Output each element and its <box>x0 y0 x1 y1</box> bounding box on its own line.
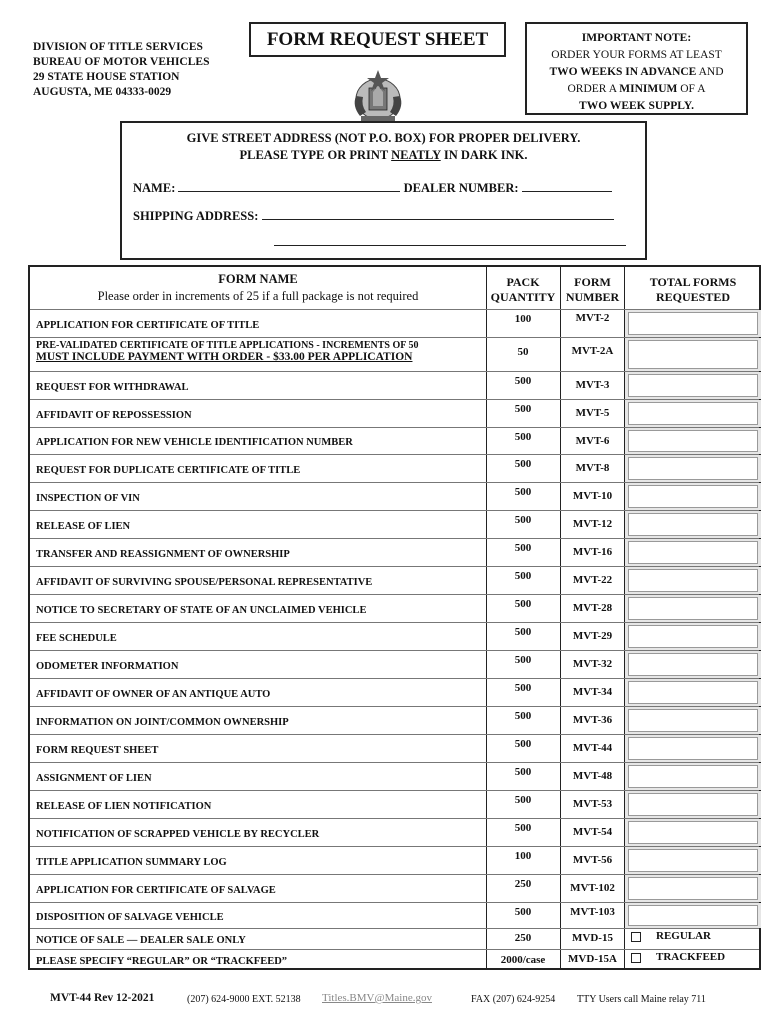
name-label: NAME: <box>133 181 176 195</box>
form-name: RELEASE OF LIEN NOTIFICATION <box>36 800 212 812</box>
note-heading: IMPORTANT NOTE: <box>581 32 692 44</box>
form-name: INFORMATION ON JOINT/COMMON OWNERSHIP <box>36 716 289 728</box>
pack-quantity: 500 <box>514 486 532 498</box>
form-number: MVT-54 <box>572 826 613 838</box>
form-name: AFFIDAVIT OF OWNER OF AN ANTIQUE AUTO <box>36 688 271 700</box>
total-forms-input[interactable] <box>628 877 758 900</box>
note-line: TWO WEEK SUPPLY. <box>579 100 694 112</box>
total-forms-input[interactable] <box>628 737 758 760</box>
address-row-2 <box>274 233 626 250</box>
form-number: MVT-48 <box>572 770 613 782</box>
total-forms-input[interactable] <box>628 340 758 369</box>
total-forms-input[interactable] <box>628 457 758 480</box>
dealer-number-field[interactable] <box>522 179 612 192</box>
pack-quantity: 100 <box>514 313 532 325</box>
row-divider <box>30 928 759 929</box>
pack-quantity: 500 <box>514 626 532 638</box>
form-name: APPLICATION FOR CERTIFICATE OF TITLE <box>36 319 260 331</box>
total-forms-input[interactable] <box>628 765 758 788</box>
header-form-name-subtitle: Please order in increments of 25 if a full package is not required <box>97 289 419 303</box>
header-total-line: REQUESTED <box>655 290 731 304</box>
total-forms-input[interactable] <box>628 597 758 620</box>
regular-checkbox[interactable] <box>631 932 641 942</box>
pack-quantity: 500 <box>514 375 532 387</box>
pack-quantity: 500 <box>514 403 532 415</box>
form-number: MVT-29 <box>572 630 613 642</box>
form-number: MVT-2 <box>575 312 610 324</box>
form-name: FORM REQUEST SHEET <box>36 744 159 756</box>
pack-quantity: 2000/case <box>500 954 546 966</box>
header-pack-line: QUANTITY <box>490 290 556 304</box>
form-name: AFFIDAVIT OF SURVIVING SPOUSE/PERSONAL REPRESENTATIVE <box>36 576 373 588</box>
pack-quantity: 500 <box>514 906 532 918</box>
form-number: MVT-8 <box>575 462 610 474</box>
form-number: MVT-28 <box>572 602 613 614</box>
total-forms-input[interactable] <box>628 653 758 676</box>
pack-quantity: 500 <box>514 682 532 694</box>
form-number: MVT-34 <box>572 686 613 698</box>
print-instruction <box>122 148 645 163</box>
form-number: MVT-3 <box>575 379 610 391</box>
form-name-note: MUST INCLUDE PAYMENT WITH ORDER - $33.00 PER APPLICATION <box>36 351 413 363</box>
form-number: MVD-15 <box>572 932 613 944</box>
total-forms-input[interactable] <box>628 569 758 592</box>
form-number: MVT-22 <box>572 574 613 586</box>
note-line <box>527 64 746 81</box>
form-name: RELEASE OF LIEN <box>36 520 131 532</box>
total-forms-input[interactable] <box>628 485 758 508</box>
note-text: OF A <box>677 83 706 95</box>
page-title: FORM REQUEST SHEET <box>249 22 506 57</box>
shipping-address-field[interactable] <box>262 207 614 220</box>
total-forms-input[interactable] <box>628 430 758 452</box>
form-name: FEE SCHEDULE <box>36 632 117 644</box>
division-address <box>33 40 209 100</box>
form-number: MVT-53 <box>572 798 613 810</box>
pack-quantity: 500 <box>514 542 532 554</box>
header-form-number <box>561 275 624 305</box>
shipping-instruction: GIVE STREET ADDRESS (NOT P.O. BOX) FOR PROPER DELIVERY. <box>186 131 581 145</box>
form-number: MVT-103 <box>570 906 615 918</box>
name-field[interactable] <box>178 179 400 192</box>
shipping-info-box <box>120 121 647 260</box>
print-instruction-text: PLEASE TYPE OR PRINT <box>239 148 392 162</box>
pack-quantity: 500 <box>514 431 532 443</box>
form-number: MVT-16 <box>572 546 613 558</box>
maine-state-seal-icon <box>347 66 409 124</box>
form-table <box>28 265 761 970</box>
division-line: BUREAU OF MOTOR VEHICLES <box>33 56 210 68</box>
note-emphasis: TWO WEEKS IN ADVANCE <box>549 66 697 78</box>
header-form-name <box>30 271 486 305</box>
form-number: MVT-36 <box>572 714 613 726</box>
pack-quantity: 500 <box>514 514 532 526</box>
total-forms-input[interactable] <box>628 312 758 335</box>
address-row <box>133 207 614 224</box>
form-name: INSPECTION OF VIN <box>36 492 140 504</box>
form-name-line: PRE-VALIDATED CERTIFICATE OF TITLE APPLICATIONS - INCREMENTS OF 50 <box>36 340 419 351</box>
header-pack-quantity <box>486 275 560 305</box>
form-code: MVT-44 Rev 12-2021 <box>50 992 155 1004</box>
trackfeed-label: TRACKFEED <box>656 951 726 963</box>
row-divider <box>30 949 759 950</box>
form-name: APPLICATION FOR CERTIFICATE OF SALVAGE <box>36 884 276 896</box>
header-fnum-line: FORM <box>574 275 611 289</box>
total-forms-input[interactable] <box>628 681 758 704</box>
total-forms-input[interactable] <box>628 793 758 816</box>
pack-quantity: 500 <box>514 598 532 610</box>
form-name: PLEASE SPECIFY “REGULAR” OR “TRACKFEED” <box>36 956 288 967</box>
form-name: NOTICE TO SECRETARY OF STATE OF AN UNCLAIMED VEHICLE <box>36 604 367 616</box>
form-name: APPLICATION FOR NEW VEHICLE IDENTIFICATION NUMBER <box>36 437 353 448</box>
pack-quantity: 500 <box>514 654 532 666</box>
form-number: MVT-5 <box>575 407 610 419</box>
important-note <box>525 22 748 115</box>
trackfeed-checkbox[interactable] <box>631 953 641 963</box>
total-forms-input[interactable] <box>628 905 758 926</box>
shipping-address-field-2[interactable] <box>274 233 626 246</box>
form-name: ODOMETER INFORMATION <box>36 660 179 672</box>
form-number: MVD-15A <box>568 953 617 965</box>
pack-quantity: 50 <box>517 346 529 358</box>
tty-info: TTY Users call Maine relay 711 <box>577 994 706 1005</box>
header-form-name-title: FORM NAME <box>218 272 298 286</box>
form-number: MVT-44 <box>572 742 613 754</box>
total-forms-input[interactable] <box>628 821 758 844</box>
pack-quantity: 500 <box>514 822 532 834</box>
pack-quantity: 500 <box>514 458 532 470</box>
total-forms-input[interactable] <box>628 402 758 425</box>
note-line <box>527 81 746 98</box>
form-number: MVT-10 <box>572 490 613 502</box>
pack-quantity: 500 <box>514 794 532 806</box>
form-name: REQUEST FOR DUPLICATE CERTIFICATE OF TITLE <box>36 464 301 476</box>
note-emphasis: MINIMUM <box>619 83 678 95</box>
pack-quantity: 500 <box>514 738 532 750</box>
form-number: MVT-12 <box>572 518 613 530</box>
form-number: MVT-2A <box>571 345 614 357</box>
print-instruction-text: IN DARK INK. <box>440 148 528 162</box>
form-name: TITLE APPLICATION SUMMARY LOG <box>36 856 227 868</box>
phone-number: (207) 624-9000 EXT. 52138 <box>187 994 301 1005</box>
header-total-forms <box>625 275 761 305</box>
division-line: 29 STATE HOUSE STATION <box>33 71 180 83</box>
email-link[interactable]: Titles.BMV@Maine.gov <box>322 992 432 1004</box>
pack-quantity: 500 <box>514 766 532 778</box>
division-line: DIVISION OF TITLE SERVICES <box>33 41 203 53</box>
note-text: ORDER A <box>567 83 620 95</box>
header-total-line: TOTAL FORMS <box>649 275 737 289</box>
pack-quantity: 100 <box>514 850 532 862</box>
total-forms-input[interactable] <box>628 625 758 648</box>
form-name: ASSIGNMENT OF LIEN <box>36 772 152 784</box>
pack-quantity: 250 <box>514 932 532 944</box>
regular-label: REGULAR <box>656 930 712 942</box>
form-number: MVT-6 <box>575 435 610 447</box>
form-name: NOTICE OF SALE — DEALER SALE ONLY <box>36 935 246 946</box>
note-text: AND <box>696 66 724 78</box>
pack-quantity: 500 <box>514 570 532 582</box>
fax-number: FAX (207) 624-9254 <box>471 994 556 1005</box>
form-number: MVT-102 <box>570 882 615 894</box>
name-row <box>133 179 612 196</box>
print-instruction-emphasis: NEATLY <box>391 148 441 162</box>
total-forms-input[interactable] <box>628 709 758 732</box>
pack-quantity: 500 <box>514 710 532 722</box>
shipping-address-label: SHIPPING ADDRESS: <box>133 209 259 223</box>
division-line: AUGUSTA, ME 04333-0029 <box>33 86 172 98</box>
dealer-number-label: DEALER NUMBER: <box>403 181 519 195</box>
form-name: AFFIDAVIT OF REPOSSESSION <box>36 409 192 421</box>
form-name: TRANSFER AND REASSIGNMENT OF OWNERSHIP <box>36 548 290 560</box>
column-divider <box>486 267 487 968</box>
total-forms-input[interactable] <box>628 849 758 872</box>
form-name: NOTIFICATION OF SCRAPPED VEHICLE BY RECYCLER <box>36 828 320 840</box>
total-forms-input[interactable] <box>628 513 758 536</box>
total-forms-input[interactable] <box>628 541 758 564</box>
total-forms-input[interactable] <box>628 374 758 397</box>
header-pack-line: PACK <box>506 275 540 289</box>
header-fnum-line: NUMBER <box>565 290 620 304</box>
note-line: ORDER YOUR FORMS AT LEAST <box>551 49 722 61</box>
form-name <box>36 340 419 363</box>
form-name: DISPOSITION OF SALVAGE VEHICLE <box>36 911 224 923</box>
form-name: REQUEST FOR WITHDRAWAL <box>36 381 189 393</box>
form-number: MVT-32 <box>572 658 613 670</box>
pack-quantity: 250 <box>514 878 532 890</box>
form-number: MVT-56 <box>572 854 613 866</box>
